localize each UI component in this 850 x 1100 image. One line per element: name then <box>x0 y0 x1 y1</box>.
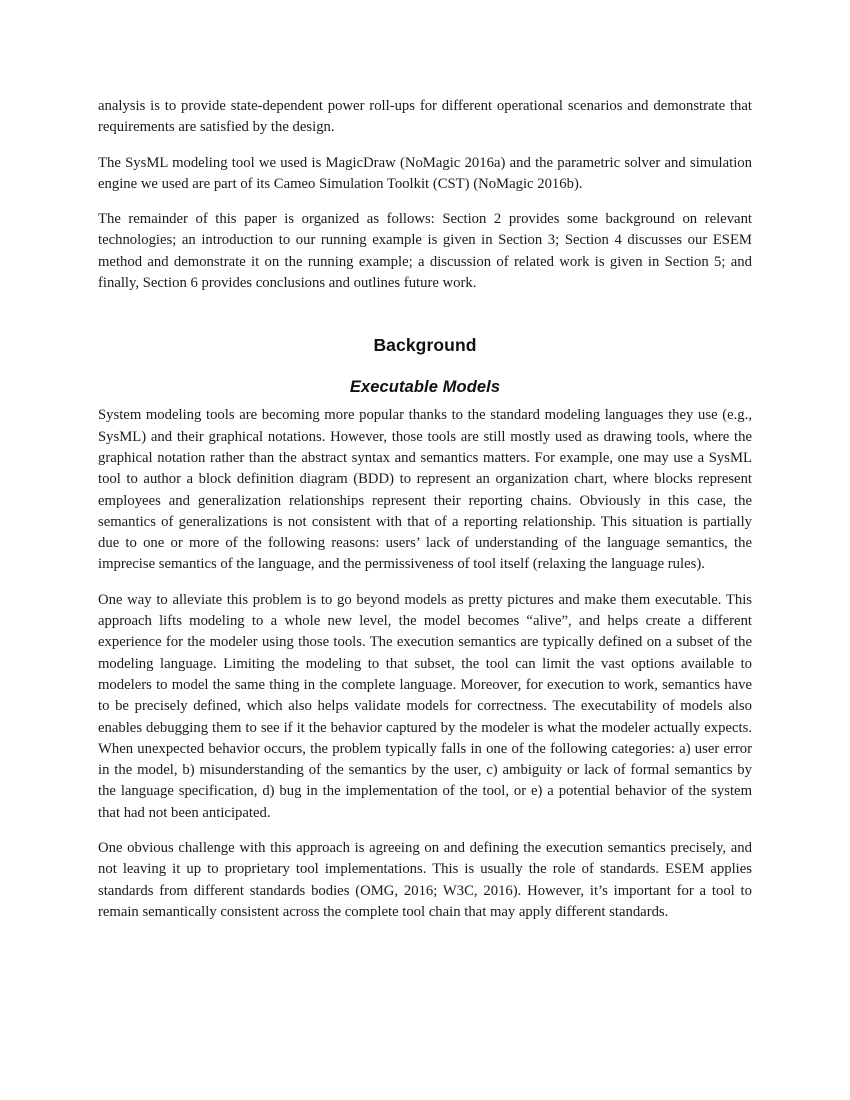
paragraph-one-obvious: One obvious challenge with this approach is agreeing on and defining the execution semantics precisely, and not leaving it up to proprietary tool implementations. This is usually the role of standards. ESEM applies standards from different standards bodies (OMG, 2016; W3C, 2016). However, it’s important for a tool to remain semantically consistent across the complete tool chain that may apply different standards. <box>98 840 752 920</box>
paragraph-analysis: analysis is to provide state-dependent power roll-ups for different operational scenarios and demonstrate that requirements are satisfied by the design. <box>98 98 752 136</box>
heading-spacer <box>98 308 752 317</box>
paragraph-sysml-tool: The SysML modeling tool we used is MagicDraw (NoMagic 2016a) and the parametric solver and simulation engine we used are part of its Cameo Simulation Toolkit (CST) (NoMagic 2016b). <box>98 154 752 192</box>
paragraph-remainder: The remainder of this paper is organized as follows: Section 2 provides some background on relevant technologies; an introduction to our running example is given in Section 3; Section 4 discusses our ESEM method and demonstrate it on the running example; a discussion of related work is given in Section 5; and finally, Section 6 provides conclusions and outlines future work. <box>98 211 752 292</box>
subsection-heading-executable-models: Executable Models <box>349 378 501 397</box>
section-heading-background: Background <box>373 335 477 356</box>
page-content-column <box>98 96 752 923</box>
paragraph-system-modeling: System modeling tools are becoming more popular thanks to the standard modeling languages they use (e.g., SysML) and their graphical notations. However, those tools are still mostly used as drawing tools, where the graphical notation rather than the abstract syntax and semantics matters. For example, one may use a SysML tool to author a block definition diagram (BDD) to represent an organization chart, where blocks represent employees and generalization relationships represent their reporting chains. Obviously in this case, the semantics of generalizations is not consistent with that of a reporting relationship. This situation is partially due to one or more of the following reasons: users’ lack of understanding of the language semantics, the imprecise semantics of the language, and the permissiveness of tool itself (relaxing the language rules). <box>98 407 752 573</box>
paragraph-one-way: One way to alleviate this problem is to go beyond models as pretty pictures and make them executable. This approach lifts modeling to a whole new level, the model becomes “alive”, and helps create a different experience for the modeler using those tools. The execution semantics are typically defined on a subset of the modeling language. Limiting the modeling to that subset, the tool can limit the vast options available to modelers to model the same thing in the complete language. Moreover, for execution to work, semantics have to be precisely defined, which also helps validate models for correctness. The executability of models also enables debugging them to see if it the behavior captured by the modeler is what the modeler actually expects. When unexpected behavior occurs, the problem typically falls in one of the following categories: a) user error in the model, b) misunderstanding of the semantics by the user, c) ambiguity or lack of formal semantics by the language specification, d) bug in the implementation of the tool, or e) a potential behavior of the system that had not been anticipated. <box>98 591 752 821</box>
